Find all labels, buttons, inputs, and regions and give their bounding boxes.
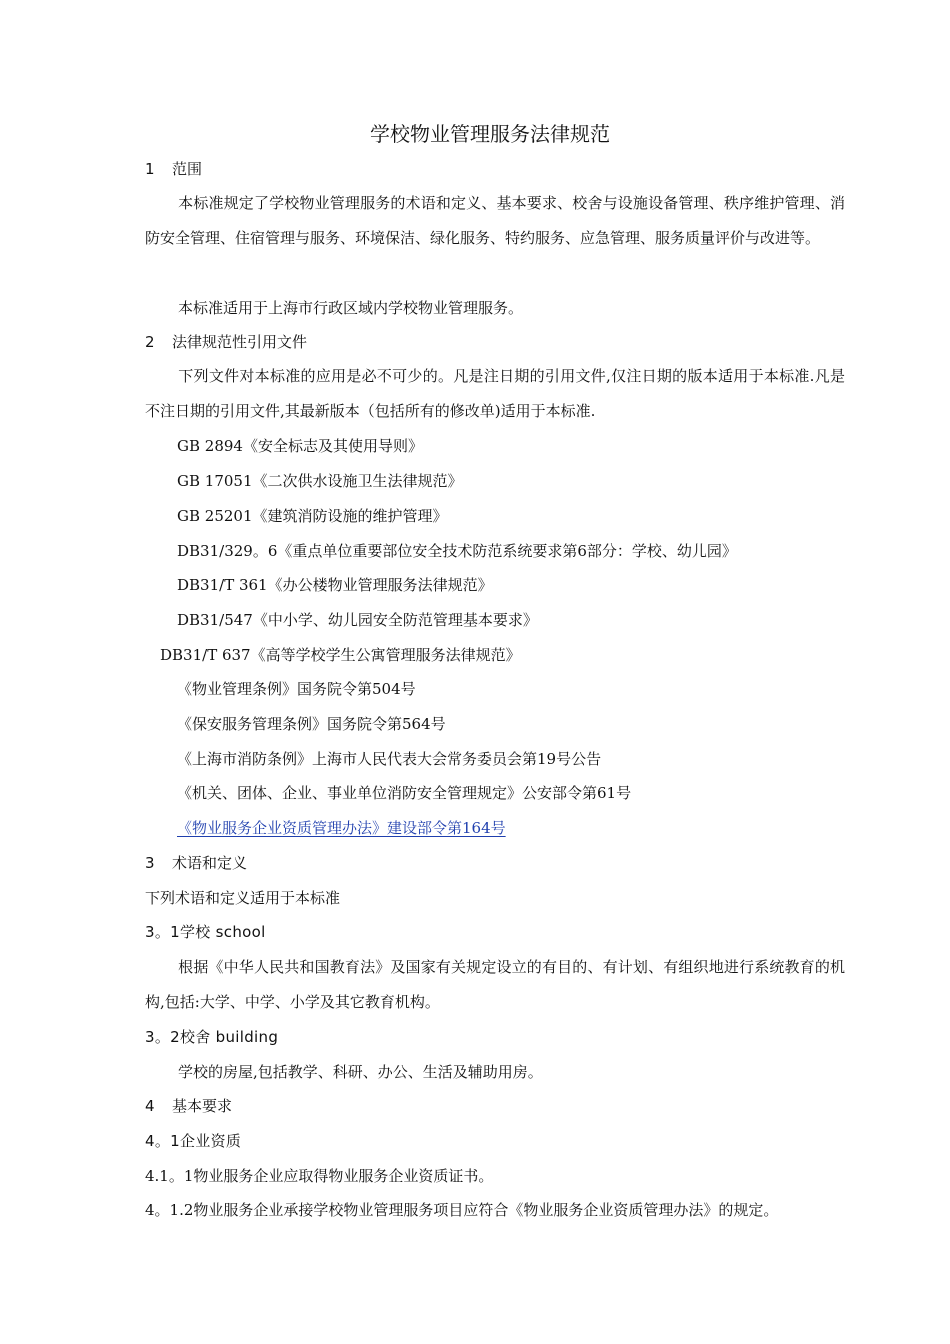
paragraph (145, 950, 845, 1020)
section-1-heading (145, 159, 202, 179)
reference-item: GB 2894《安全标志及其使用导则》 (177, 437, 423, 455)
reference-link[interactable]: 《物业服务企业资质管理办法》建设部令第164号 (177, 819, 506, 837)
section-title: 范围 (172, 160, 203, 178)
reference-link-item (177, 818, 506, 838)
reference-item: DB31/T 637《高等学校学生公寓管理服务法律规范》 (160, 646, 521, 664)
clause-item: 4.1。1物业服务企业应取得物业服务企业资质证书。 (145, 1167, 494, 1185)
paragraph-text: 根据《中华人民共和国教育法》及国家有关规定设立的有目的、有计划、有组织地进行系统教育的机构,包括:大学、中学、小学及其它教育机构。 (145, 958, 845, 1011)
section-number: 4 (145, 1097, 155, 1115)
section-3-heading (145, 853, 247, 873)
reference-item: 《上海市消防条例》上海市人民代表大会常务委员会第19号公告 (177, 750, 602, 768)
reference-item: GB 25201《建筑消防设施的维护管理》 (177, 507, 448, 525)
document-title: 学校物业管理服务法律规范 (370, 122, 610, 146)
section-number: 2 (145, 333, 155, 351)
paragraph: 学校的房屋,包括教学、科研、办公、生活及辅助用房。 (178, 1063, 543, 1081)
section-2-heading (145, 332, 307, 352)
clause-item: 4。1.2物业服务企业承接学校物业管理服务项目应符合《物业服务企业资质管理办法》的规定。 (145, 1201, 779, 1219)
subsection-heading: 4。1企业资质 (145, 1132, 242, 1150)
reference-item: DB31/547《中小学、幼儿园安全防范管理基本要求》 (177, 611, 538, 629)
section-title: 基本要求 (172, 1097, 233, 1115)
reference-item: DB31/T 361《办公楼物业管理服务法律规范》 (177, 576, 493, 594)
section-title: 法律规范性引用文件 (172, 333, 308, 351)
paragraph: 本标准适用于上海市行政区域内学校物业管理服务。 (178, 299, 524, 317)
section-number: 1 (145, 160, 155, 178)
reference-item: DB31/329。6《重点单位重要部位安全技术防范系统要求第6部分：学校、幼儿园》 (177, 542, 737, 560)
paragraph-text: 下列文件对本标准的应用是必不可少的。凡是注日期的引用文件,仅注日期的版本适用于本标准.凡是不注日期的引用文件,其最新版本（包括所有的修改单)适用于本标准. (145, 367, 845, 420)
term-heading: 3。1学校 school (145, 923, 266, 941)
paragraph (145, 186, 845, 256)
reference-item: 《机关、团体、企业、事业单位消防安全管理规定》公安部令第61号 (177, 784, 632, 802)
paragraph: 下列术语和定义适用于本标准 (145, 889, 341, 907)
reference-item: GB 17051《二次供水设施卫生法律规范》 (177, 472, 463, 490)
section-4-heading (145, 1096, 232, 1116)
paragraph-text: 本标准规定了学校物业管理服务的术语和定义、基本要求、校舍与设施设备管理、秩序维护管理、消防安全管理、住宿管理与服务、环境保洁、绿化服务、特约服务、应急管理、服务质量评价与改进等。 (145, 194, 845, 247)
reference-item: 《物业管理条例》国务院令第504号 (177, 680, 416, 698)
reference-item: 《保安服务管理条例》国务院令第564号 (177, 715, 446, 733)
paragraph (145, 359, 845, 429)
term-heading: 3。2校舍 building (145, 1028, 279, 1046)
section-number: 3 (145, 854, 155, 872)
section-title: 术语和定义 (172, 854, 248, 872)
